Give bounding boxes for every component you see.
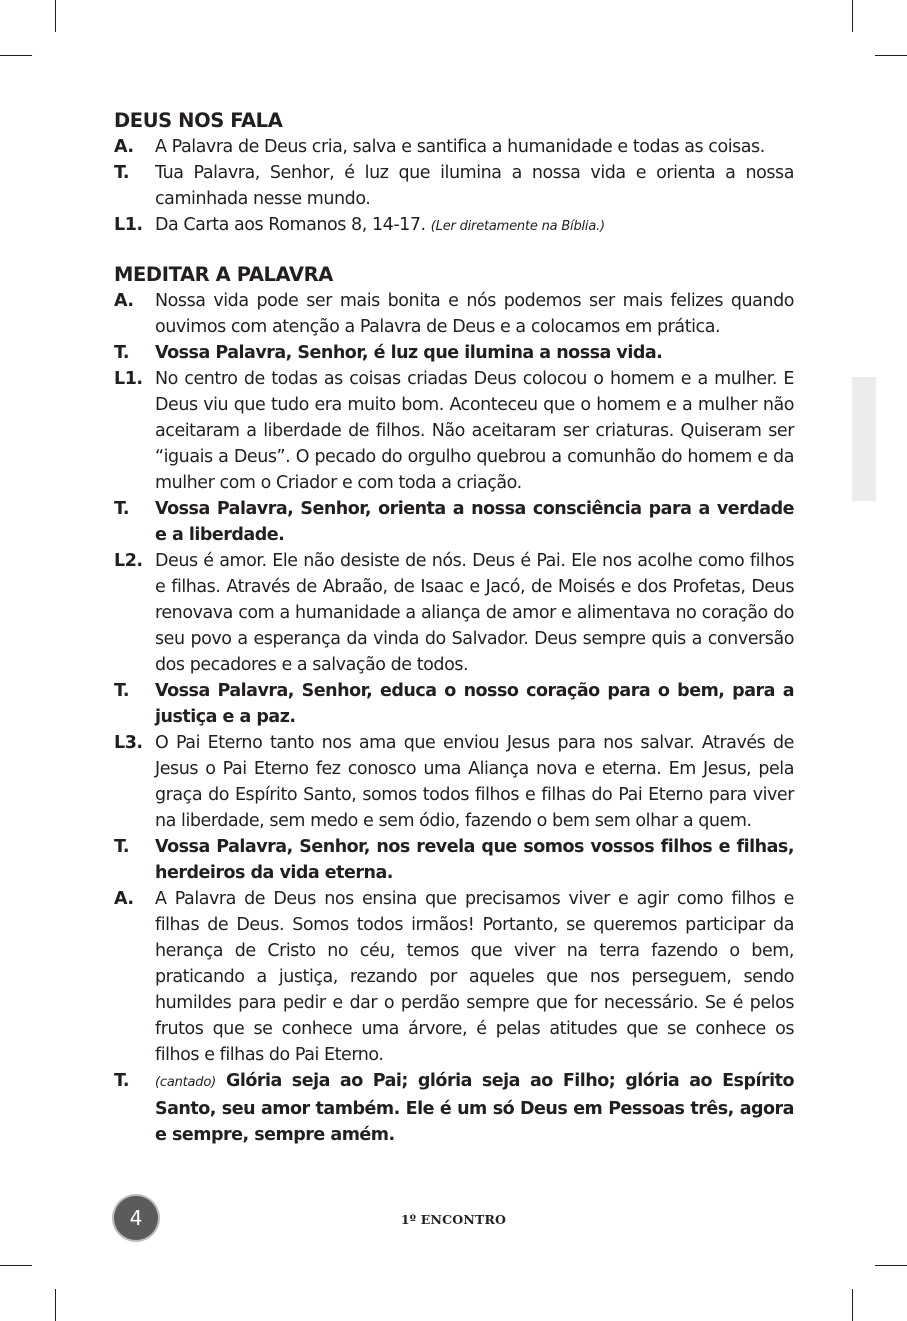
- crop-mark: [875, 1265, 907, 1266]
- line-text: Vossa Palavra, Senhor, orienta a nossa consciência para a verdade e a liberdade.: [155, 499, 794, 545]
- line-entry: [114, 886, 794, 1068]
- page-number: 4: [114, 1196, 158, 1240]
- line-text: No centro de todas as coisas criadas Deus colocou o homem e a mulher. E Deus viu que tudo era muito bom. Aconteceu que o homem e a mulher não aceitaram a liberdade de filhos. Não aceitaram ser criaturas. Quiseram ser “iguais a Deus”. O pecado do orgulho quebrou a comunhão do homem e da mulher com o Criador e com toda a criação.: [155, 369, 794, 493]
- line-entry: [114, 730, 794, 834]
- speaker-label: T.: [114, 1071, 130, 1091]
- response-line: [114, 496, 794, 548]
- crop-mark: [875, 55, 907, 56]
- line-text: Glória seja ao Pai; glória seja ao Filho; glória ao Espírito Santo, seu amor também. Ele é um só Deus em Pessoas três, agora e sempre, sempre amém.: [155, 1071, 794, 1145]
- response-line: [114, 340, 794, 366]
- line-entry: [114, 212, 794, 240]
- crop-mark: [55, 0, 56, 32]
- line-entry: [114, 288, 794, 340]
- page-footer: [0, 1196, 907, 1242]
- footer-label: 1º ENCONTRO: [400, 1212, 507, 1227]
- line-text: Vossa Palavra, Senhor, nos revela que somos vossos filhos e filhas, herdeiros da vida eterna.: [155, 837, 794, 883]
- crop-mark: [0, 55, 32, 56]
- line-text-wrapper: [155, 1068, 794, 1148]
- line-text: Deus é amor. Ele não desiste de nós. Deus é Pai. Ele nos acolhe como filhos e filhas. Através de Abraão, de Isaac e Jacó, de Moisés e dos Profetas, Deus renovava com a humanidade a aliança de amor e alimentava no coração do seu povo a esperança da vinda do Salvador. Deus sempre quis a conversão dos pecadores e a salvação de todos.: [155, 551, 794, 675]
- section-heading: MEDITAR A PALAVRA: [114, 263, 333, 286]
- line-text: Vossa Palavra, Senhor, é luz que ilumina a nossa vida.: [155, 343, 663, 363]
- line-text: O Pai Eterno tanto nos ama que enviou Jesus para nos salvar. Através de Jesus o Pai Eterno fez conosco uma Aliança nova e eterna. Em Jesus, pela graça do Espírito Santo, somos todos filhos e filhas do Pai Eterno para viver na liberdade, sem medo e sem ódio, fazendo o bem sem olhar a quem.: [155, 733, 794, 831]
- section-deus-nos-fala: [114, 108, 794, 240]
- line-entry: [114, 134, 794, 160]
- speaker-label: L2.: [114, 551, 143, 571]
- line-text: Vossa Palavra, Senhor, educa o nosso coração para o bem, para a justiça e a paz.: [155, 681, 794, 727]
- speaker-label: A.: [114, 291, 134, 311]
- speaker-label: L3.: [114, 733, 143, 753]
- line-text: A Palavra de Deus nos ensina que precisamos viver e agir como filhos e filhas de Deus. Somos todos irmãos! Portanto, se queremos participar da herança de Cristo no céu, temos que viver na terra fazendo o bem, praticando a justiça, rezando por aqueles que nos perseguem, sendo humildes para pedir e dar o perdão sempre que for necessário. Se é pelos frutos que se conhece uma árvore, é pelas atitudes que se conhece os filhos e filhas do Pai Eterno.: [155, 889, 794, 1065]
- speaker-label: T.: [114, 163, 130, 183]
- response-line: [114, 678, 794, 730]
- page-content: [114, 108, 794, 1170]
- speaker-label: L1.: [114, 369, 143, 389]
- thumb-index-tab: [852, 377, 876, 501]
- line-entry: [114, 160, 794, 212]
- crop-mark: [852, 0, 853, 32]
- section-meditar-a-palavra: [114, 262, 794, 1148]
- sung-note: (cantado): [155, 1075, 216, 1090]
- speaker-label: A.: [114, 137, 134, 157]
- line-text-wrapper: [155, 212, 794, 240]
- line-text: Tua Palavra, Senhor, é luz que ilumina a nossa vida e orienta a nossa caminhada nesse mundo.: [155, 163, 794, 209]
- crop-mark: [0, 1265, 32, 1266]
- crop-mark: [852, 1289, 853, 1321]
- line-entry: [114, 366, 794, 496]
- line-text: Nossa vida pode ser mais bonita e nós podemos ser mais felizes quando ouvimos com atenção a Palavra de Deus e a colocamos em prática.: [155, 291, 794, 337]
- line-entry: [114, 548, 794, 678]
- response-line: [114, 1068, 794, 1148]
- crop-mark: [55, 1289, 56, 1321]
- speaker-label: A.: [114, 889, 134, 909]
- speaker-label: T.: [114, 499, 130, 519]
- response-line: [114, 834, 794, 886]
- speaker-label: L1.: [114, 215, 143, 235]
- line-text: A Palavra de Deus cria, salva e santifica a humanidade e todas as coisas.: [155, 137, 765, 157]
- section-heading: DEUS NOS FALA: [114, 109, 283, 132]
- speaker-label: T.: [114, 343, 130, 363]
- line-text: Da Carta aos Romanos 8, 14-17.: [155, 215, 426, 235]
- speaker-label: T.: [114, 837, 130, 857]
- reading-note: (Ler diretamente na Bíblia.): [430, 219, 605, 234]
- speaker-label: T.: [114, 681, 130, 701]
